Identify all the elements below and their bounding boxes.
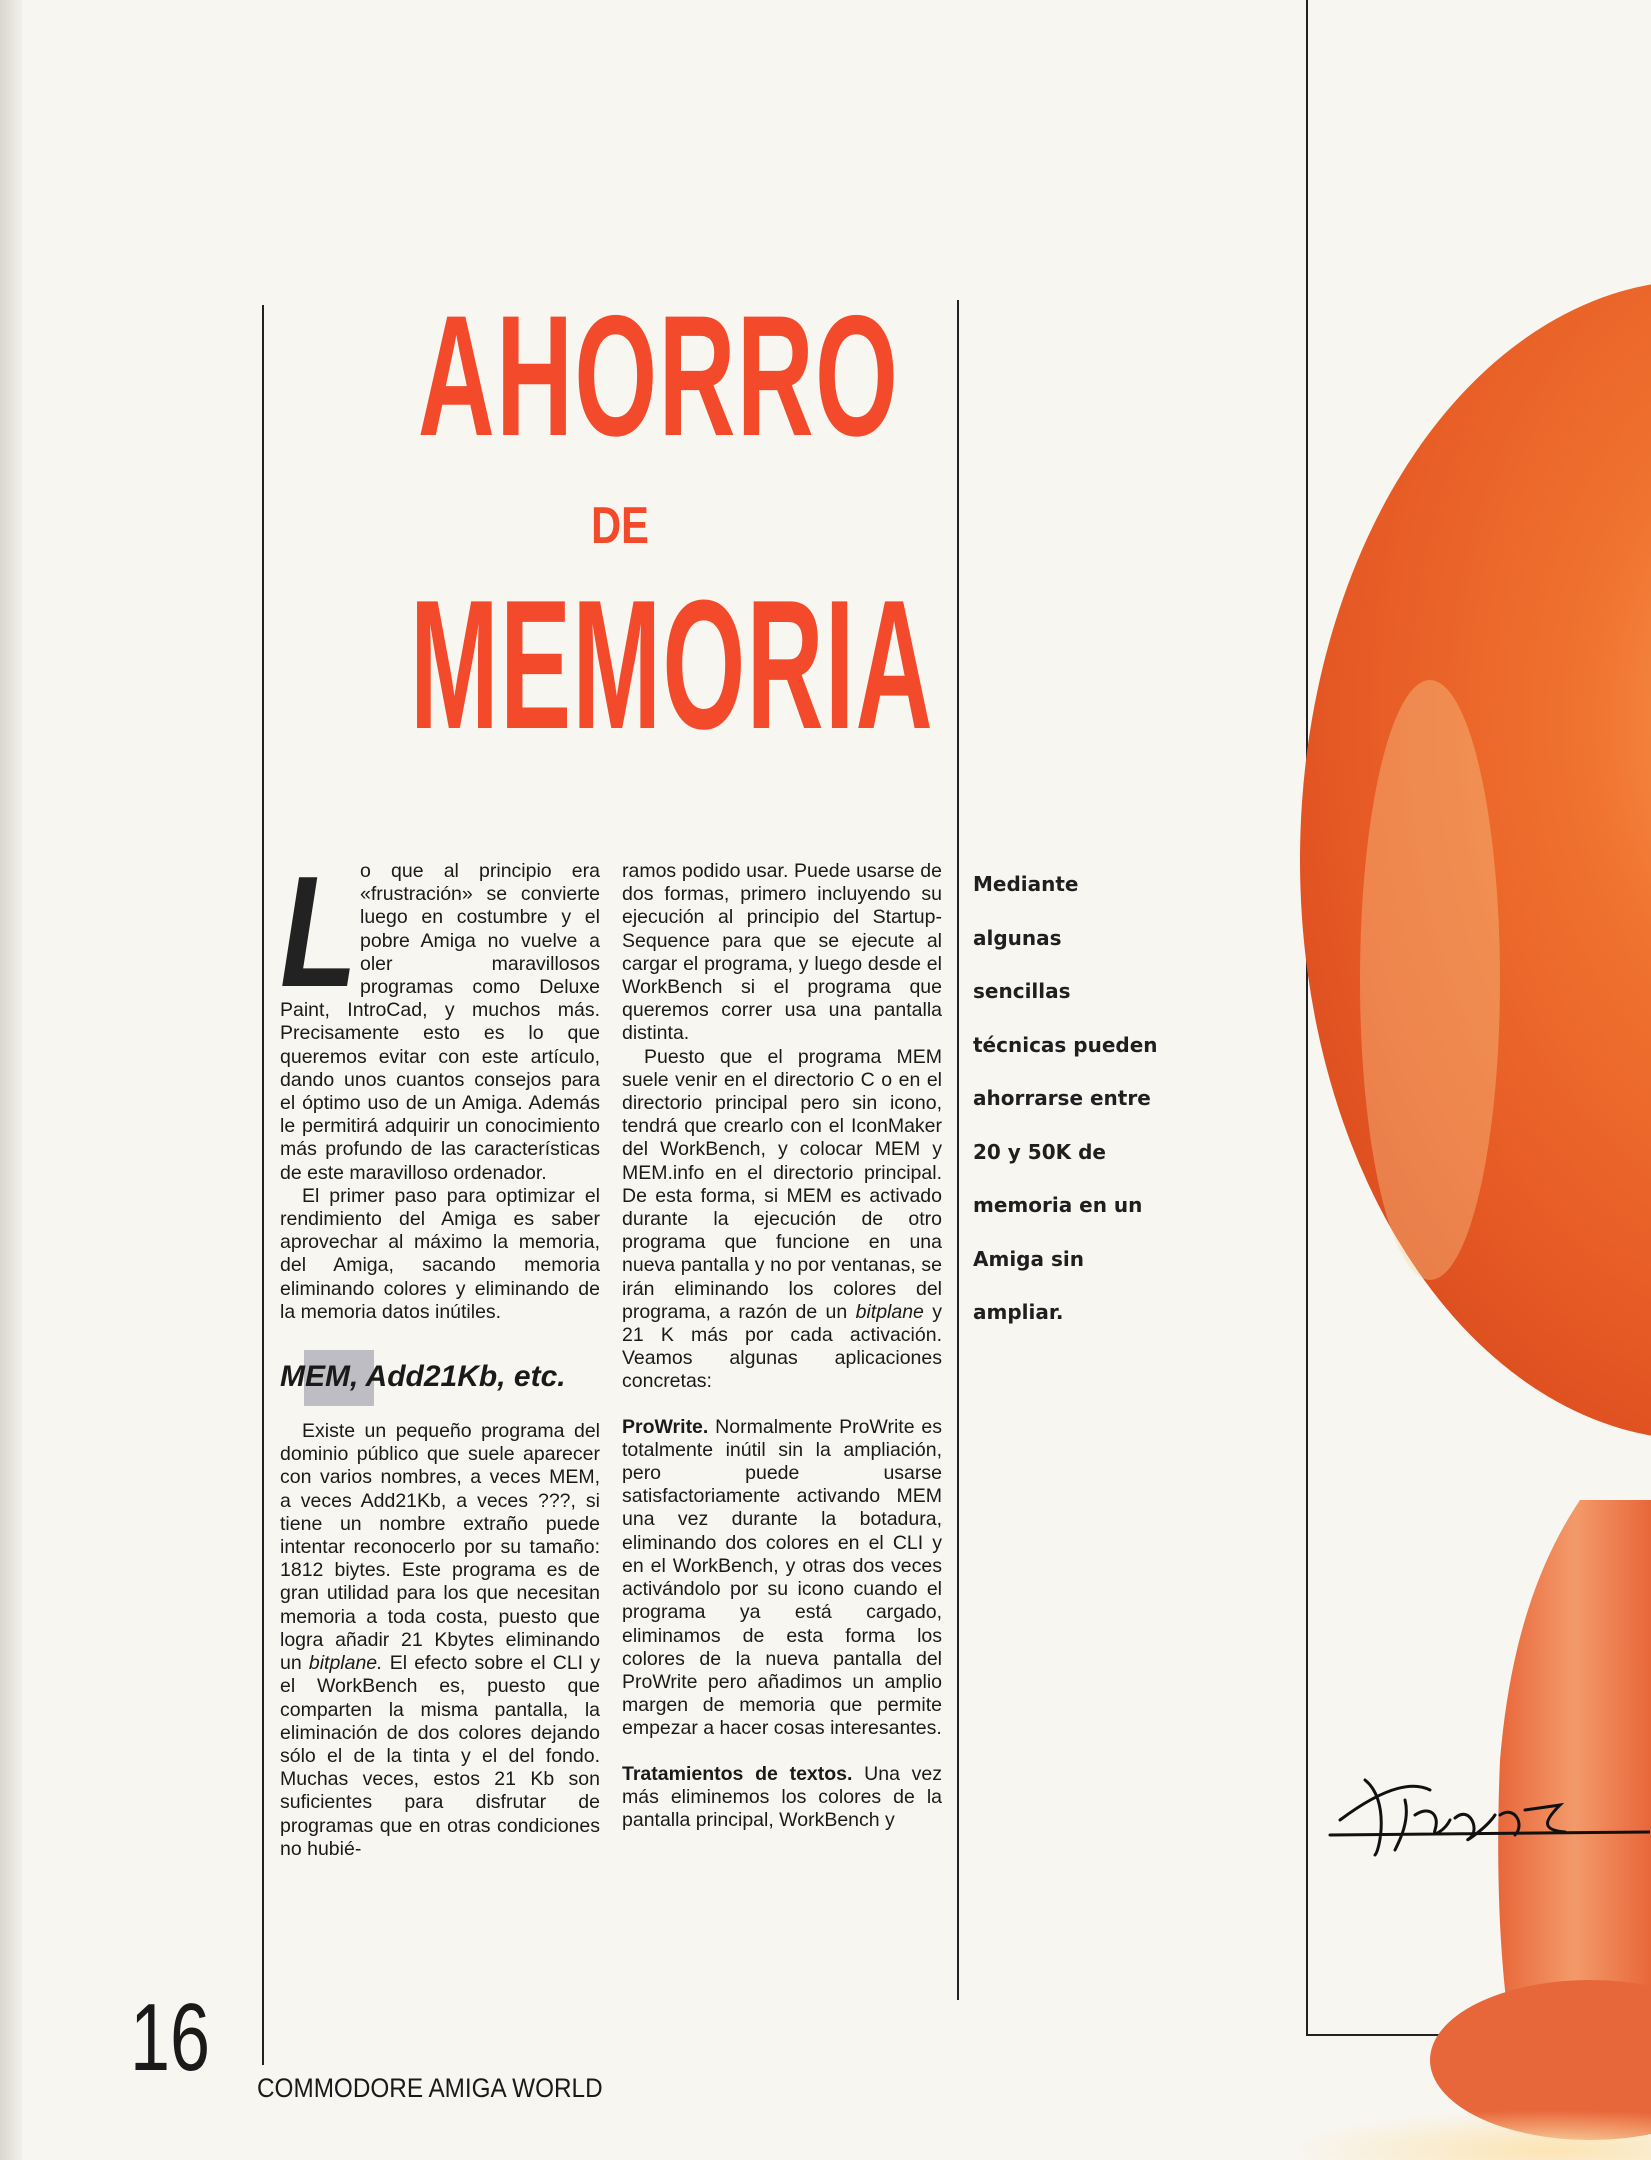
text-run: Una vez más eliminemos los colores de la pantalla principal, WorkBench y xyxy=(622,1762,942,1831)
section-subhead xyxy=(280,1360,600,1394)
lead-in: ProWrite. xyxy=(622,1415,709,1438)
text-run: Existe un pequeño programa del dominio público que suele aparecer con varios nombres, a veces MEM, a veces Add21Kb, a veces ???, si tiene un nombre extraño puede intentar reconocerlo por su tamaño: 1812 biytes. Este programa es de gran utilidad para los que necesitan memoria a toda costa, puesto que logra añadir 21 Kbytes eliminando un xyxy=(280,1420,600,1675)
sidebar-line: ahorrarse entre xyxy=(973,1086,1151,1110)
sidebar-line: ampliar. xyxy=(973,1300,1064,1324)
sidebar-line: técnicas pueden xyxy=(973,1032,1158,1057)
publication-name: COMMODORE AMIGA WORLD xyxy=(257,2073,603,2103)
sidebar-line: algunas xyxy=(973,925,1062,950)
title-line-2: DE xyxy=(591,497,649,555)
emphasis: bitplane. xyxy=(308,1652,383,1675)
sidebar-blurb xyxy=(973,858,1213,1340)
title-line-3: MEMORIA xyxy=(409,561,934,767)
signature-illustration xyxy=(1320,1760,1650,1870)
sidebar-line: memoria en un xyxy=(973,1193,1143,1217)
paragraph: ramos podido usar. Puede usarse de dos formas, primero incluyendo su ejecución al principio del Startup-Sequence para que se ejecute al cargar el programa, y luego desde el WorkBench si el programa que queremos correr usa una pantalla distinta. xyxy=(622,860,942,1045)
center-column-rule xyxy=(957,300,959,2000)
sidebar-line: Mediante xyxy=(973,872,1079,896)
left-column-rule xyxy=(262,305,264,2065)
page-number: 16 xyxy=(130,1984,211,2091)
paragraph xyxy=(622,1763,942,1833)
paragraph xyxy=(622,1416,942,1741)
subhead-text: MEM, Add21Kb, etc. xyxy=(280,1360,566,1394)
lead-in: Tratamientos de textos. xyxy=(622,1762,853,1785)
text-run: y 21 K más por cada activación. Veamos algunas aplicaciones concretas: xyxy=(622,1300,942,1393)
text-run: Puesto que el programa MEM suele venir en el directorio C o en el directorio principal pero sin icono, tendrá que crearlo con el IconMaker del WorkBench, y colocar MEM y MEM.info en el directorio principal. De esta forma, si MEM es activado durante la ejecución de otro programa que funcione en una nueva pantalla y no por ventanas, se irán eliminando los colores del programa, a razón de un xyxy=(622,1045,942,1323)
paragraph: El primer paso para optimizar el rendimiento del Amiga es saber aprovechar al máximo la memoria, del Amiga, sacando memoria eliminando colores y eliminando de la memoria datos inútiles. xyxy=(280,1184,600,1323)
sidebar-line: sencillas xyxy=(973,979,1071,1003)
paragraph xyxy=(622,1046,942,1394)
title-line-1: AHORRO xyxy=(417,280,900,472)
text-run: Normalmente ProWrite es totalmente inútil sin la ampliación, pero puede usarse satisfactoriamente activando MEM una vez durante la botadura, eliminando dos colores en el CLI y en el WorkBench, y otras dos veces activándolo por su icono cuando el programa ya está cargado, eliminamos de esta forma los colores de la nueva pantalla del ProWrite pero añadimos un amplio margen de memoria que permite empezar a hacer cosas interesantes. xyxy=(622,1415,942,1740)
sidebar-line: Amiga sin xyxy=(973,1246,1084,1271)
paragraph xyxy=(280,1420,600,1861)
drop-cap: L xyxy=(280,844,358,1020)
text-run: El efecto sobre el CLI y el WorkBench es, puesto que comparten la misma pantalla, la eliminación de dos colores dejando sólo el de la tinta y el del fondo. Muchas veces, estos 21 Kb son suficientes para disfrutar de programas que en otras condiciones no hubié- xyxy=(280,1652,600,1860)
intro-paragraph: o que al principio era «frustración» se convierte luego en costumbre y el pobre Amiga no vuelve a oler maravillosos programas como Deluxe Paint, IntroCad, y muchos más. Precisamente esto es lo que queremos evitar con este artículo, dando unos cuantos consejos para el óptimo uso de un Amiga. Además le permitirá adquirir un conocimiento más profundo de las características de este maravilloso ordenador. xyxy=(280,860,600,1184)
binding-shadow xyxy=(0,0,22,2160)
article-column-1 xyxy=(280,844,600,1861)
article-column-2 xyxy=(622,860,942,1832)
emphasis: bitplane xyxy=(855,1300,924,1323)
sidebar-line: 20 y 50K de xyxy=(973,1139,1106,1164)
